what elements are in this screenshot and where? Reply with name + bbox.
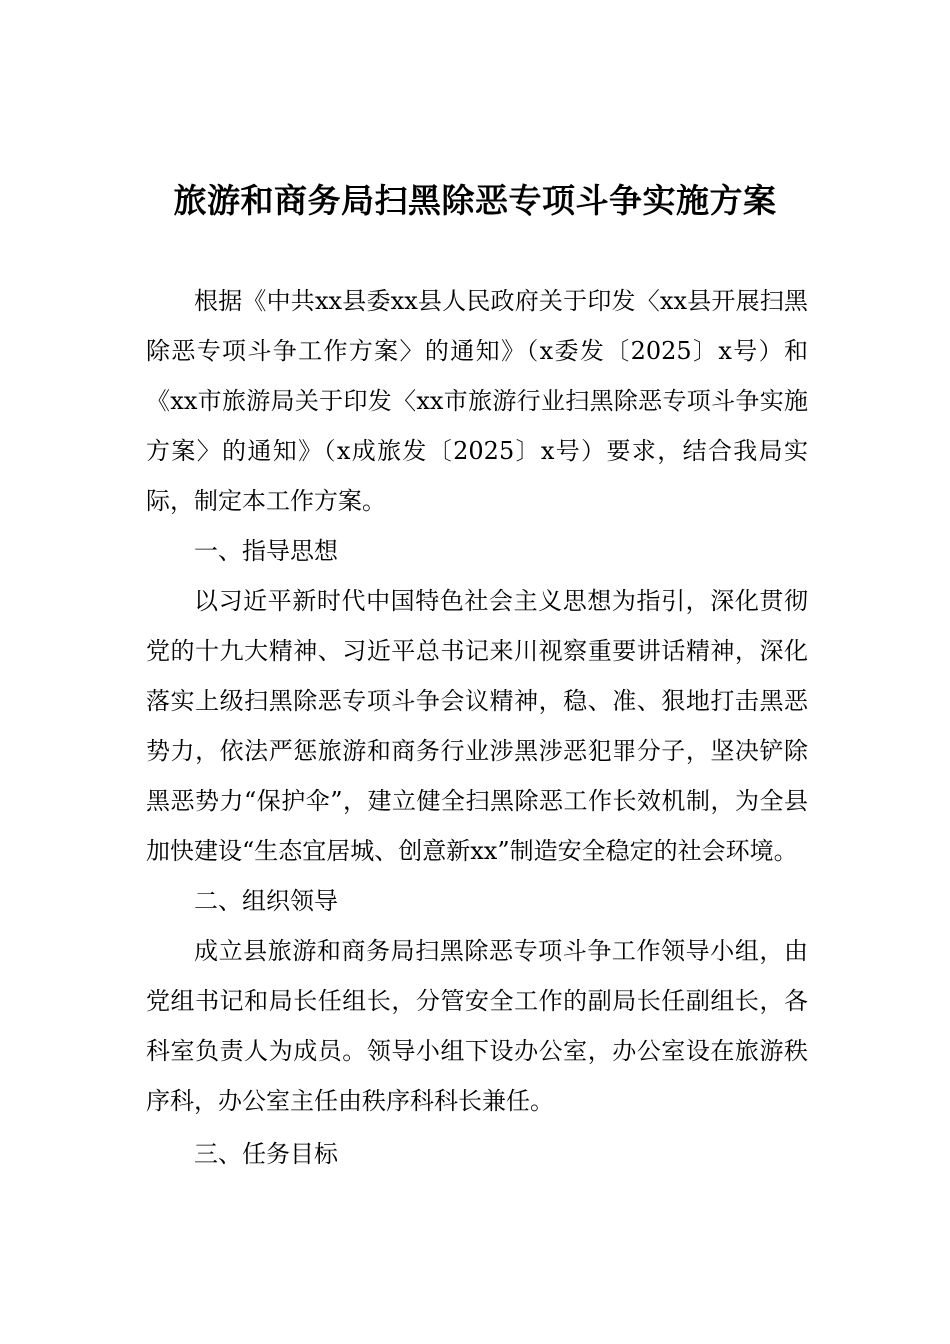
document-body (146, 276, 808, 1179)
document-title: 旅游和商务局扫黑除恶专项斗争实施方案 (173, 181, 777, 220)
intro-paragraph: 根据《中共xx县委xx县人民政府关于印发〈xx县开展扫黑除恶专项斗争工作方案〉的通知》（x委发〔2025〕x号）和《xx市旅游局关于印发〈xx市旅游行业扫黑除恶专项斗争实施方案〉的通知》（x成旅发〔2025〕x号）要求，结合我局实际，制定本工作方案。 (146, 287, 808, 515)
section-heading-task-goals: 三、任务目标 (194, 1140, 338, 1168)
guiding-thought-paragraph: 以习近平新时代中国特色社会主义思想为指引，深化贯彻党的十九大精神、习近平总书记来川视察重要讲话精神，深化落实上级扫黑除恶专项斗争会议精神，稳、准、狠地打击黑恶势力，依法严惩旅游和商务行业涉黑涉恶犯罪分子，坚决铲除黑恶势力“保护伞”，建立健全扫黑除恶工作长效机制，为全县加快建设“生态宜居城、创意新xx”制造安全稳定的社会环境。 (146, 587, 808, 865)
organization-paragraph: 成立县旅游和商务局扫黑除恶专项斗争工作领导小组，由党组书记和局长任组长，分管安全工作的副局长任副组长，各科室负责人为成员。领导小组下设办公室，办公室设在旅游秩序科，办公室主任由秩序科科长兼任。 (146, 937, 808, 1115)
section-heading-organization: 二、组织领导 (194, 887, 338, 915)
section-heading-guiding-thought: 一、指导思想 (194, 537, 338, 565)
